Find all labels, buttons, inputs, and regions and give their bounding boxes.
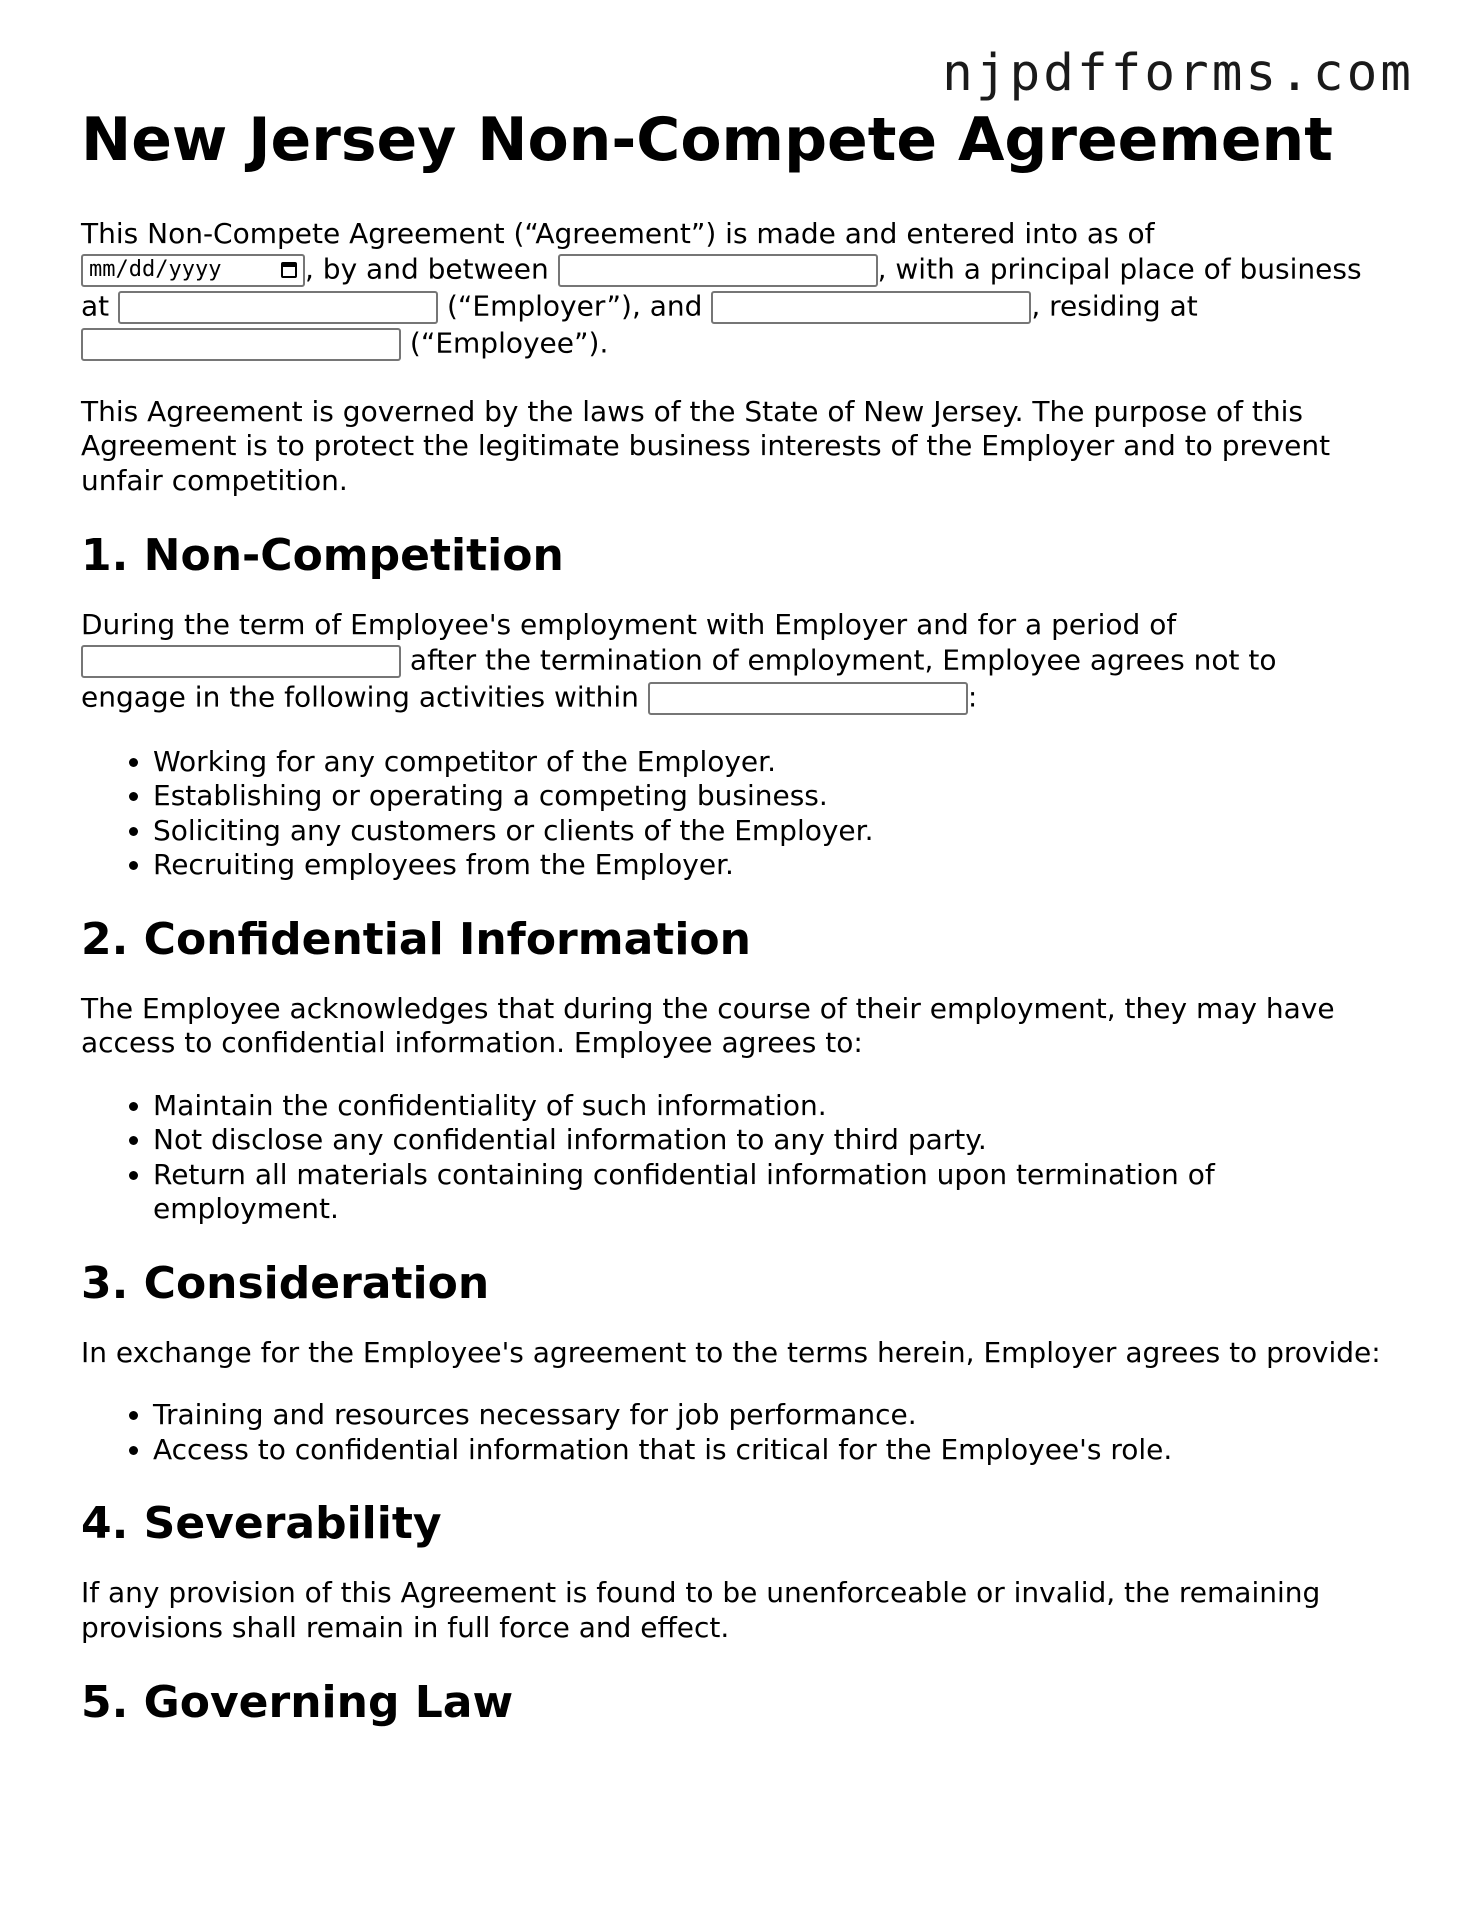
list-item: • Not disclose any confidential information to any third party.	[153, 1123, 1401, 1158]
intro-text-6: , residing at	[1031, 289, 1198, 322]
employee-name-input[interactable]	[711, 291, 1031, 324]
agreement-date-input[interactable]	[81, 254, 305, 287]
geographic-area-input[interactable]	[648, 682, 968, 715]
list-item: • Soliciting any customers or clients of the Employer.	[153, 814, 1401, 849]
employer-address-input[interactable]	[118, 291, 438, 324]
severability-paragraph: If any provision of this Agreement is found to be unenforceable or invalid, the remaining provisions shall remain in full force and effect.	[81, 1576, 1321, 1644]
consideration-paragraph: In exchange for the Employee's agreement to the terms herein, Employer agrees to provide:	[81, 1335, 1381, 1369]
nc-text-3: engage in the following activities within	[81, 680, 639, 713]
intro-text-5: (“Employer”), and	[446, 289, 703, 322]
section-heading-governing-law: 5. Governing Law	[81, 1677, 514, 1728]
intro-text-2: , by and between	[305, 252, 549, 285]
list-item: • Maintain the confidentiality of such information.	[153, 1089, 1401, 1124]
nc-text-4: :	[967, 680, 978, 713]
non-competition-list	[81, 745, 1401, 883]
list-item: • Access to confidential information that is critical for the Employee's role.	[153, 1433, 1401, 1468]
consideration-list	[81, 1398, 1401, 1467]
intro-text-3: , with a principal place of business	[877, 252, 1362, 285]
section-heading-non-competition: 1. Non-Competition	[81, 530, 564, 581]
date-placeholder: mm/dd/yyyy	[89, 256, 222, 282]
section-heading-severability: 4. Severability	[81, 1498, 442, 1549]
governing-intro-paragraph: This Agreement is governed by the laws of the State of New Jersey. The purpose of this Agreement is to protect the legitimate business interests of the Employer and to prevent unfair competition.	[81, 394, 1331, 497]
employee-address-input[interactable]	[81, 328, 401, 361]
section-heading-consideration: 3. Consideration	[81, 1257, 490, 1309]
list-item: • Establishing or operating a competing business.	[153, 779, 1401, 814]
nc-text-1: During the term of Employee's employment with Employer and for a period of	[81, 608, 1177, 641]
intro-text-1: This Non-Compete Agreement (“Agreement”) is made and entered into as of	[81, 217, 1155, 250]
confidential-information-list	[81, 1089, 1401, 1227]
agreement-document	[81, 104, 1401, 1729]
list-item: • Recruiting employees from the Employer.	[153, 848, 1401, 883]
confidential-information-paragraph: The Employee acknowledges that during the course of their employment, they may have access to confidential information. Employee agrees to:	[81, 991, 1335, 1059]
intro-text-4: at	[81, 289, 110, 322]
restriction-period-input[interactable]	[81, 645, 401, 678]
intro-paragraph	[81, 217, 1401, 363]
list-item: • Return all materials containing confidential information upon termination of employment.	[153, 1158, 1401, 1227]
nc-text-2: after the termination of employment, Employee agrees not to	[409, 643, 1277, 676]
employer-name-input[interactable]	[558, 254, 878, 287]
list-item: • Training and resources necessary for job performance.	[153, 1398, 1401, 1433]
section-heading-confidential-information: 2. Confidential Information	[81, 913, 751, 965]
site-watermark: njpdfforms.com	[942, 44, 1414, 103]
non-competition-paragraph	[81, 608, 1401, 717]
page-title: New Jersey Non-Compete Agreement	[81, 105, 1333, 175]
intro-text-7: (“Employee”).	[409, 326, 609, 359]
list-item: • Working for any competitor of the Employer.	[153, 745, 1401, 780]
calendar-icon[interactable]	[281, 262, 297, 278]
